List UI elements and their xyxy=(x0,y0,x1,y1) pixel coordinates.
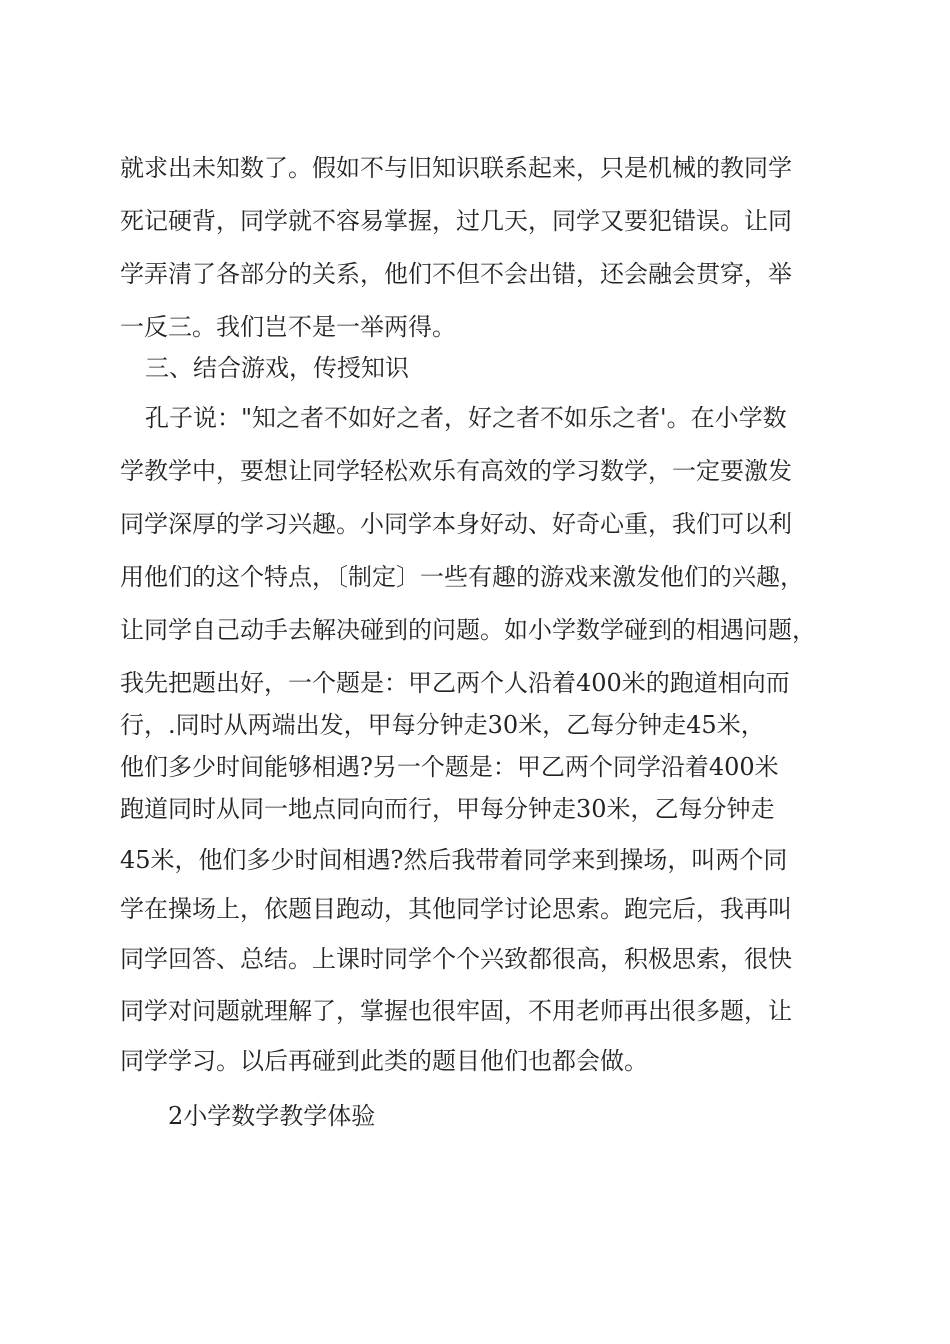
paragraph-line: 学教学中，要想让同学轻松欢乐有高效的学习数学，一定要激发 xyxy=(120,457,792,485)
paragraph-line: 跑道同时从同一地点同向而行，甲每分钟走30米，乙每分钟走 xyxy=(120,795,775,823)
paragraph-line: 行，.同时从两端出发，甲每分钟走30米，乙每分钟走45米， xyxy=(120,711,765,739)
paragraph-line: 同学学习。以后再碰到此类的题目他们也都会做。 xyxy=(120,1047,648,1075)
paragraph-line: 让同学自己动手去解决碰到的问题。如小学数学碰到的相遇问题， xyxy=(120,616,816,644)
paragraph-line: 45米，他们多少时间相遇?然后我带着同学来到操场，叫两个同 xyxy=(120,846,788,874)
paragraph-line: 一反三。我们岂不是一举两得。 xyxy=(120,313,456,341)
paragraph-line: 用他们的这个特点，〔制定〕一些有趣的游戏来激发他们的兴趣， xyxy=(120,563,804,591)
section-heading: 2小学数学教学体验 xyxy=(168,1102,376,1130)
paragraph-line: 同学回答、总结。上课时同学个个兴致都很高，积极思索，很快 xyxy=(120,945,792,973)
paragraph-line: 他们多少时间能够相遇?另一个题是：甲乙两个同学沿着400米 xyxy=(120,753,779,781)
paragraph-line: 我先把题出好，一个题是：甲乙两个人沿着400米的跑道相向而 xyxy=(120,669,790,697)
paragraph-line: 同学对问题就理解了，掌握也很牢固，不用老师再出很多题，让 xyxy=(120,997,792,1025)
section-heading: 三、结合游戏，传授知识 xyxy=(145,354,409,382)
paragraph-line: 同学深厚的学习兴趣。小同学本身好动、好奇心重，我们可以利 xyxy=(120,510,792,538)
paragraph-line: 死记硬背，同学就不容易掌握，过几天，同学又要犯错误。让同 xyxy=(120,207,792,235)
paragraph-line: 学弄清了各部分的关系，他们不但不会出错，还会融会贯穿，举 xyxy=(120,260,792,288)
paragraph-line: 孔子说："知之者不如好之者，好之者不如乐之者'。在小学数 xyxy=(145,404,787,432)
paragraph-line: 学在操场上，依题目跑动，其他同学讨论思索。跑完后，我再叫 xyxy=(120,895,792,923)
paragraph-line: 就求出未知数了。假如不与旧知识联系起来，只是机械的教同学 xyxy=(120,154,792,182)
